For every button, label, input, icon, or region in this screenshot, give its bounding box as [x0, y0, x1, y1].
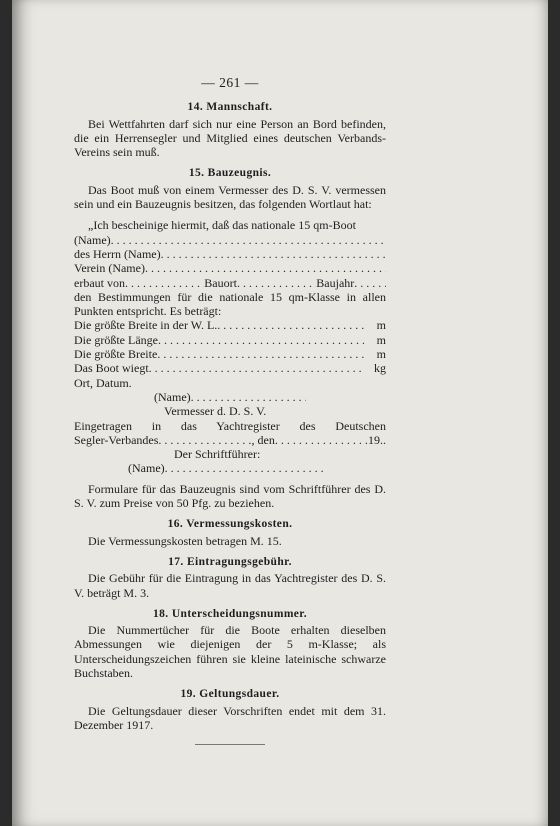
- form-dots: [145, 261, 386, 275]
- measure-row: [74, 361, 386, 375]
- form-dots: [275, 433, 368, 447]
- section-text-eintragungsgebuehr: Die Gebühr für die Eintragung in das Yachtregister des D. S. V. beträgt M. 3.: [74, 571, 386, 600]
- form-label-bauort: Bauort: [204, 275, 237, 290]
- closing-rule: [195, 744, 265, 745]
- section-text-formulare: Formulare für das Bauzeugnis sind vom Schriftführer des D. S. V. zum Preise von 50 Pfg. zu beziehen.: [74, 481, 386, 511]
- form-ort-datum: Ort, Datum.: [74, 375, 132, 390]
- form-bestimmungen: den Bestimmungen für die nationale 15 qm-Klasse in allen Punkten entspricht. Es beträgt:: [74, 289, 386, 319]
- form-dots: [165, 461, 326, 475]
- measure-unit: m: [376, 347, 386, 362]
- form-sign-name2: (Name): [128, 461, 165, 476]
- form-eingetragen: Eingetragen in das Yachtregister des Deutschen: [74, 418, 386, 433]
- measure-unit: m: [376, 318, 386, 333]
- page-number: — 261 —: [201, 75, 259, 90]
- form-dots: [161, 247, 386, 261]
- section-text-bauzeugnis: Das Boot muß von einem Vermesser des D. S. V. vermessen sein und ein Bauzeugnis besitzen, das folgenden Wortlaut hat:: [74, 182, 386, 212]
- form-dots: [237, 276, 316, 290]
- form-vermesser: Vermesser d. D. S. V.: [164, 404, 267, 419]
- section-heading-vermessungskosten: 16. Vermessungskosten.: [167, 518, 293, 531]
- section-heading-mannschaft: 14. Mannschaft.: [187, 101, 273, 114]
- certificate-form: [74, 218, 386, 475]
- form-line-segler: [74, 433, 386, 447]
- section-text-unterscheidungsnummer: Die Nummertücher für die Boote erhalten dieselben Abmessungen wie diejenigen der 5 m-Klasse; als Unterscheidungszeichen führen sie kleine lateinische schwarze Buchstaben.: [74, 623, 386, 680]
- measure-row: [74, 333, 386, 347]
- measure-unit: kg: [374, 361, 386, 376]
- form-label-baujahr: Baujahr: [316, 275, 355, 290]
- measure-label: Die größte Breite in der W. L.: [74, 318, 218, 333]
- measure-label: Das Boot wiegt: [74, 361, 149, 376]
- section-text-geltungsdauer: Die Geltungsdauer dieser Vorschriften endet mit dem 31. Dezember 1917.: [74, 703, 386, 732]
- form-sign-name: (Name): [154, 389, 191, 404]
- form-dots: [158, 433, 251, 447]
- section-heading-bauzeugnis: 15. Bauzeugnis.: [188, 167, 272, 180]
- form-dots: [149, 361, 364, 375]
- form-label-name: (Name): [74, 232, 111, 247]
- form-line-sign-name2: [74, 461, 386, 475]
- form-dots: [157, 347, 364, 361]
- section-heading-geltungsdauer: 19. Geltungsdauer.: [180, 688, 280, 701]
- form-line-sign-name: [74, 390, 386, 404]
- measure-unit: m: [376, 332, 386, 347]
- form-line-name: [74, 233, 386, 247]
- form-segler: Segler-Verbandes: [74, 432, 159, 447]
- form-label-verein: Verein (Name): [74, 261, 145, 276]
- form-dots: [217, 318, 364, 332]
- form-dots: [354, 276, 386, 290]
- form-intro: „Ich bescheinige hiermit, daß das nationale 15 qm-Boot: [88, 218, 356, 233]
- form-line-verein: [74, 261, 386, 275]
- page-text: [74, 76, 386, 745]
- measure-label: Die größte Breite: [74, 347, 158, 362]
- form-schriftfuehrer: Der Schriftführer:: [174, 447, 261, 462]
- form-dots: [111, 233, 386, 247]
- form-line-erbaut: [74, 276, 386, 290]
- section-text-vermessungskosten: Die Vermessungskosten betragen M. 15.: [88, 533, 282, 548]
- form-line-herrn: [74, 247, 386, 261]
- form-den: , den: [251, 432, 275, 447]
- measure-row: [74, 318, 386, 332]
- section-heading-eintragungsgebuehr: 17. Eintragungsgebühr.: [168, 555, 292, 568]
- section-text-mannschaft: Bei Wettfahrten darf sich nur eine Person an Bord befinden, die ein Herrensegler und Mitglied eines deutschen Verbands-Vereins sein muß.: [74, 116, 386, 160]
- measure-row: [74, 347, 386, 361]
- form-jahr: 19..: [368, 432, 387, 447]
- section-heading-unterscheidungsnummer: 18. Unterscheidungsnummer.: [152, 607, 308, 620]
- form-dots: [125, 276, 204, 290]
- book-page: [12, 0, 548, 826]
- form-dots: [158, 333, 364, 347]
- form-label-erbaut: erbaut von: [74, 275, 125, 290]
- form-label-herrn: des Herrn (Name): [74, 246, 161, 261]
- measure-label: Die größte Länge: [74, 332, 158, 347]
- form-dots: [191, 390, 306, 404]
